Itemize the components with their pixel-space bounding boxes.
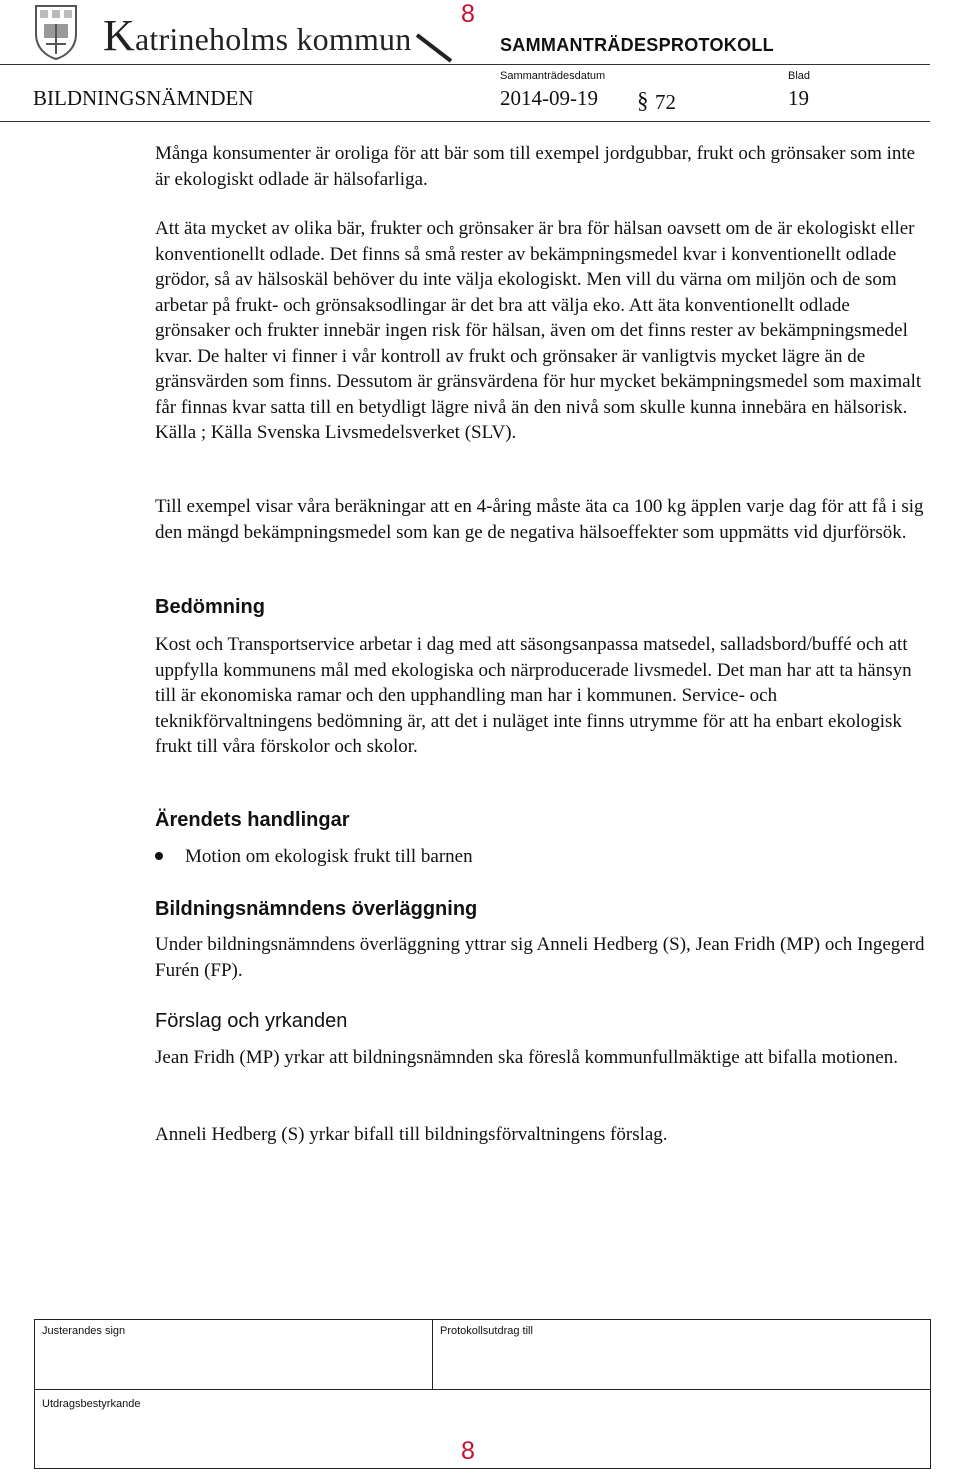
list-item-text: Motion om ekologisk frukt till barnen (185, 846, 473, 867)
table-divider (432, 1319, 433, 1389)
paragraph-sign: § (637, 88, 649, 113)
extract-certification-label: Utdragsbestyrkande (42, 1398, 141, 1410)
section-heading-documents: Ärendets handlingar (155, 809, 350, 831)
header-rule (0, 121, 930, 122)
list-item (155, 846, 473, 868)
coat-of-arms-icon (34, 4, 78, 60)
municipality-logo-text (103, 10, 411, 61)
header-rule (0, 64, 930, 65)
body-paragraph: Till exempel visar våra beräkningar att en 4-åring måste äta ca 100 kg äpplen varje dag för att få i sig den mängd bekämpningsmedel som kan ge de negativa hälsoeffekter som uppmätts vid djurförsök. (155, 496, 924, 543)
meeting-date: 2014-09-19 (500, 86, 598, 110)
protocol-title: SAMMANTRÄDESPROTOKOLL (500, 35, 774, 55)
page-marker-bottom: 8 (461, 1437, 475, 1465)
page-marker-top: 8 (461, 0, 475, 28)
page-label: Blad (788, 70, 811, 82)
body-paragraph: Kost och Transportservice arbetar i dag med att säsongsanpassa matsedel, salladsbord/buffé och att uppfylla kommunens mål med ekologiska och närproducerade livsmedel. Det man har att ta hänsyn till är ekonomiska ramar och den upphandling man har i kommunen. Service- och teknikförvaltningens bedömning är, att det i nuläget inte finns utrymme för att ha enbart ekologisk frukt till våra förskolor och skolor. (155, 634, 912, 757)
body-paragraph: Att äta mycket av olika bär, frukter och grönsaker är bra för hälsan oavsett om de är ekologiskt eller konventionellt odlade. Det finns så små rester av bekämpningsmedel kvar i konventionellt odlade grödor, så av hälsoskäl behöver du inte välja ekologiskt. Men vill du värna om miljön och de som arbetar på frukt- och grönsaksodlingar är det bra att välja eko. Att äta konventionellt odlade grönsaker och frukter innebär ingen risk för hälsan, även om det finns rester av bekämpningsmedel kvar. De halter vi finner i vår kontroll av frukt och grönsaker är vanligtvis mycket lägre än de gränsvärden som finns. Dessutom är gränsvärdena för hur mycket bekämpningsmedel som maximalt får finnas kvar satta till en betydligt lägre nivå än den nivå som skulle kunna innebära en hälsorisk. Källa ; Källa Svenska Livsmedelsverket (SLV). (155, 218, 922, 443)
section-heading-deliberation: Bildningsnämndens överläggning (155, 898, 478, 920)
logo-slash-icon (415, 33, 455, 63)
paragraph-number: 72 (655, 90, 676, 114)
table-divider (34, 1389, 931, 1390)
signature-table (34, 1319, 931, 1469)
section-heading-assessment: Bedömning (155, 596, 265, 618)
logo-name: atrineholms kommun (134, 21, 412, 57)
page-number: 19 (788, 86, 809, 110)
committee-name: BILDNINGSNÄMNDEN (33, 86, 254, 110)
adjuster-signature-label: Justerandes sign (42, 1325, 126, 1337)
logo-initial: K (103, 11, 135, 60)
body-paragraph: Jean Fridh (MP) yrkar att bildningsnämnden ska föreslå kommunfullmäktige att bifalla motionen. (155, 1047, 898, 1068)
body-paragraph: Under bildningsnämndens överläggning yttrar sig Anneli Hedberg (S), Jean Fridh (MP) och Ingegerd Furén (FP). (155, 934, 925, 981)
meeting-date-label: Sammanträdesdatum (500, 70, 606, 82)
body-paragraph: Många konsumenter är oroliga för att bär som till exempel jordgubbar, frukt och grönsaker som inte är ekologiskt odlade är hälsofarliga. (155, 143, 916, 190)
protocol-extract-label: Protokollsutdrag till (440, 1325, 533, 1337)
bullet-icon (155, 852, 163, 860)
section-heading-proposals: Förslag och yrkanden (155, 1010, 348, 1032)
body-paragraph: Anneli Hedberg (S) yrkar bifall till bildningsförvaltningens förslag. (155, 1124, 668, 1145)
